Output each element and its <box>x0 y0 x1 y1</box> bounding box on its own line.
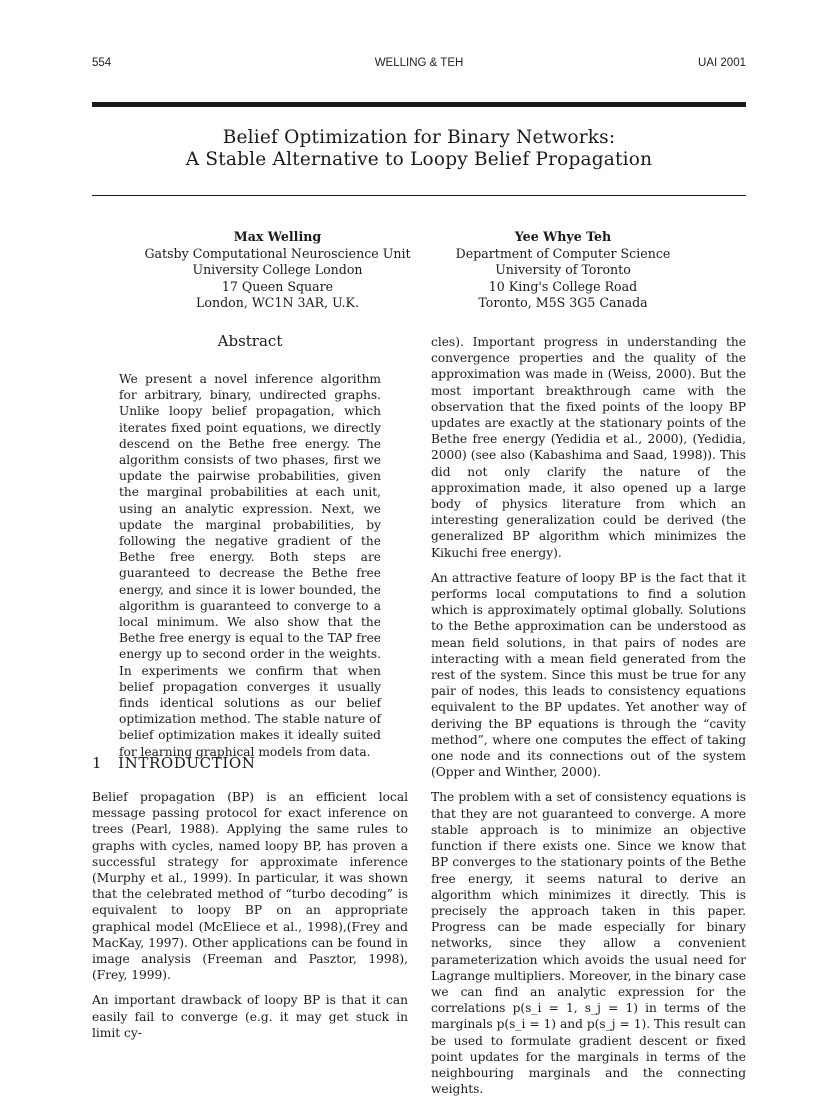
section-title: INTRODUCTION <box>118 754 256 772</box>
page-number: 554 <box>92 57 112 69</box>
section-number: 1 <box>92 754 103 772</box>
body-paragraph: Belief propagation (BP) is an efficient local message passing protocol for exact inference on trees (Pearl, 1988). Applying the same rules to graphs with cycles, named loopy BP, has proven a successful strategy for approximate inference (Murphy et al., 1999). In particular, it was shown that the celebrated method of “turbo decoding” is equivalent to loopy BP on an appropriate graphical model (McEliece et al., 1998),(Frey and MacKay, 1997). Other applications can be found in image analysis (Freeman and Pasztor, 1998), (Frey, 1999). <box>92 790 408 983</box>
author-affiliation-line: Gatsby Computational Neuroscience Unit <box>144 245 411 261</box>
author-block-2 <box>418 229 708 312</box>
title-line-2: A Stable Alternative to Loopy Belief Propagation <box>185 149 653 170</box>
body-paragraph: cles). Important progress in understanding the convergence properties and the quality of the approximation was made in (Weiss, 2000). But the most important breakthrough came with the observation that the fixed points of the loopy BP updates are exactly at the stationary points of the Bethe free energy (Yedidia et al., 2000), (Yedidia, 2000) (see also (Kabashima and Saad, 1998)). This did not only clarify the nature of the approximation made, it also opened up a large body of physics literature from which an interesting generalization could be derived (the generalized BP algorithm which minimizes the Kikuchi free energy). <box>431 335 746 560</box>
body-paragraph: An attractive feature of loopy BP is the fact that it performs local computations to find a solution which is approximately optimal globally. Solutions to the Bethe approximation can be understood as mean field solutions, in that pairs of nodes are interacting with a mean field generated from the rest of the system. Since this must be true for any pair of nodes, this leads to consistency equations equivalent to the BP updates. Yet another way of deriving the BP equations is through the “cavity method”, where one computes the effect of taking one node and its connections out of the system (Opper and Winther, 2000). <box>431 570 746 780</box>
author-block-1 <box>130 229 425 312</box>
title-bottom-rule <box>92 195 746 196</box>
right-column-body <box>431 334 746 1106</box>
body-paragraph: An important drawback of loopy BP is that it can easily fail to converge (e.g. it may get stuck in limit cy- <box>92 993 408 1040</box>
author-affiliation-line: 10 King's College Road <box>488 278 638 294</box>
running-title: WELLING & TEH <box>374 57 464 69</box>
title-top-rule <box>92 102 746 107</box>
author-name: Max Welling <box>233 229 322 244</box>
running-header <box>92 57 746 73</box>
author-affiliation-line: 17 Queen Square <box>221 278 334 294</box>
abstract-heading: Abstract <box>217 332 283 350</box>
author-affiliation-line: University College London <box>192 262 363 278</box>
section-heading <box>92 754 256 772</box>
title-line-1: Belief Optimization for Binary Networks: <box>222 127 616 148</box>
author-affiliation-line: University of Toronto <box>495 262 631 278</box>
venue-label: UAI 2001 <box>698 57 746 69</box>
author-affiliation-line: London, WC1N 3AR, U.K. <box>196 295 359 311</box>
abstract-text: We present a novel inference algorithm for arbitrary, binary, undirected graphs. Unlike loopy belief propagation, which iterates fixed point equations, we directly descend on the Bethe free energy. The algorithm consists of two phases, first we update the pairwise probabilities, given the marginal probabilities at each unit, using an analytic expression. Next, we update the marginal probabilities, by following the negative gradient of the Bethe free energy. Both steps are guaranteed to decrease the Bethe free energy, and since it is lower bounded, the algorithm is guaranteed to converge to a local minimum. We also show that the Bethe free energy is equal to the TAP free energy up to second order in the weights. In experiments we confirm that when belief propagation converges it usually finds identical solutions as our belief optimization method. The stable nature of belief optimization makes it ideally suited for learning graphical models from data. <box>119 372 381 759</box>
author-affiliation-line: Department of Computer Science <box>455 245 671 261</box>
body-paragraph: The problem with a set of consistency equations is that they are not guaranteed to converge. A more stable approach is to minimize an objective function if there exists one. Since we know that BP converges to the stationary points of the Bethe free energy, it seems natural to derive an algorithm which minimizes it directly. This is precisely the approach taken in this paper. Progress can be made especially for binary networks, since they allow a convenient parameterization which avoids the usual need for Lagrange multipliers. Moreover, in the binary case we can find an analytic expression for the correlations p(s_i = 1, s_j = 1) in terms of the marginals p(s_i = 1) and p(s_j = 1). This result can be used to formulate gradient descent or fixed point updates for the marginals in terms of the neighbouring marginals and the connecting weights. <box>431 790 746 1097</box>
paper-title <box>92 127 746 171</box>
left-column-body <box>92 789 408 1050</box>
author-name: Yee Whye Teh <box>514 229 612 244</box>
author-affiliation-line: Toronto, M5S 3G5 Canada <box>478 295 648 311</box>
